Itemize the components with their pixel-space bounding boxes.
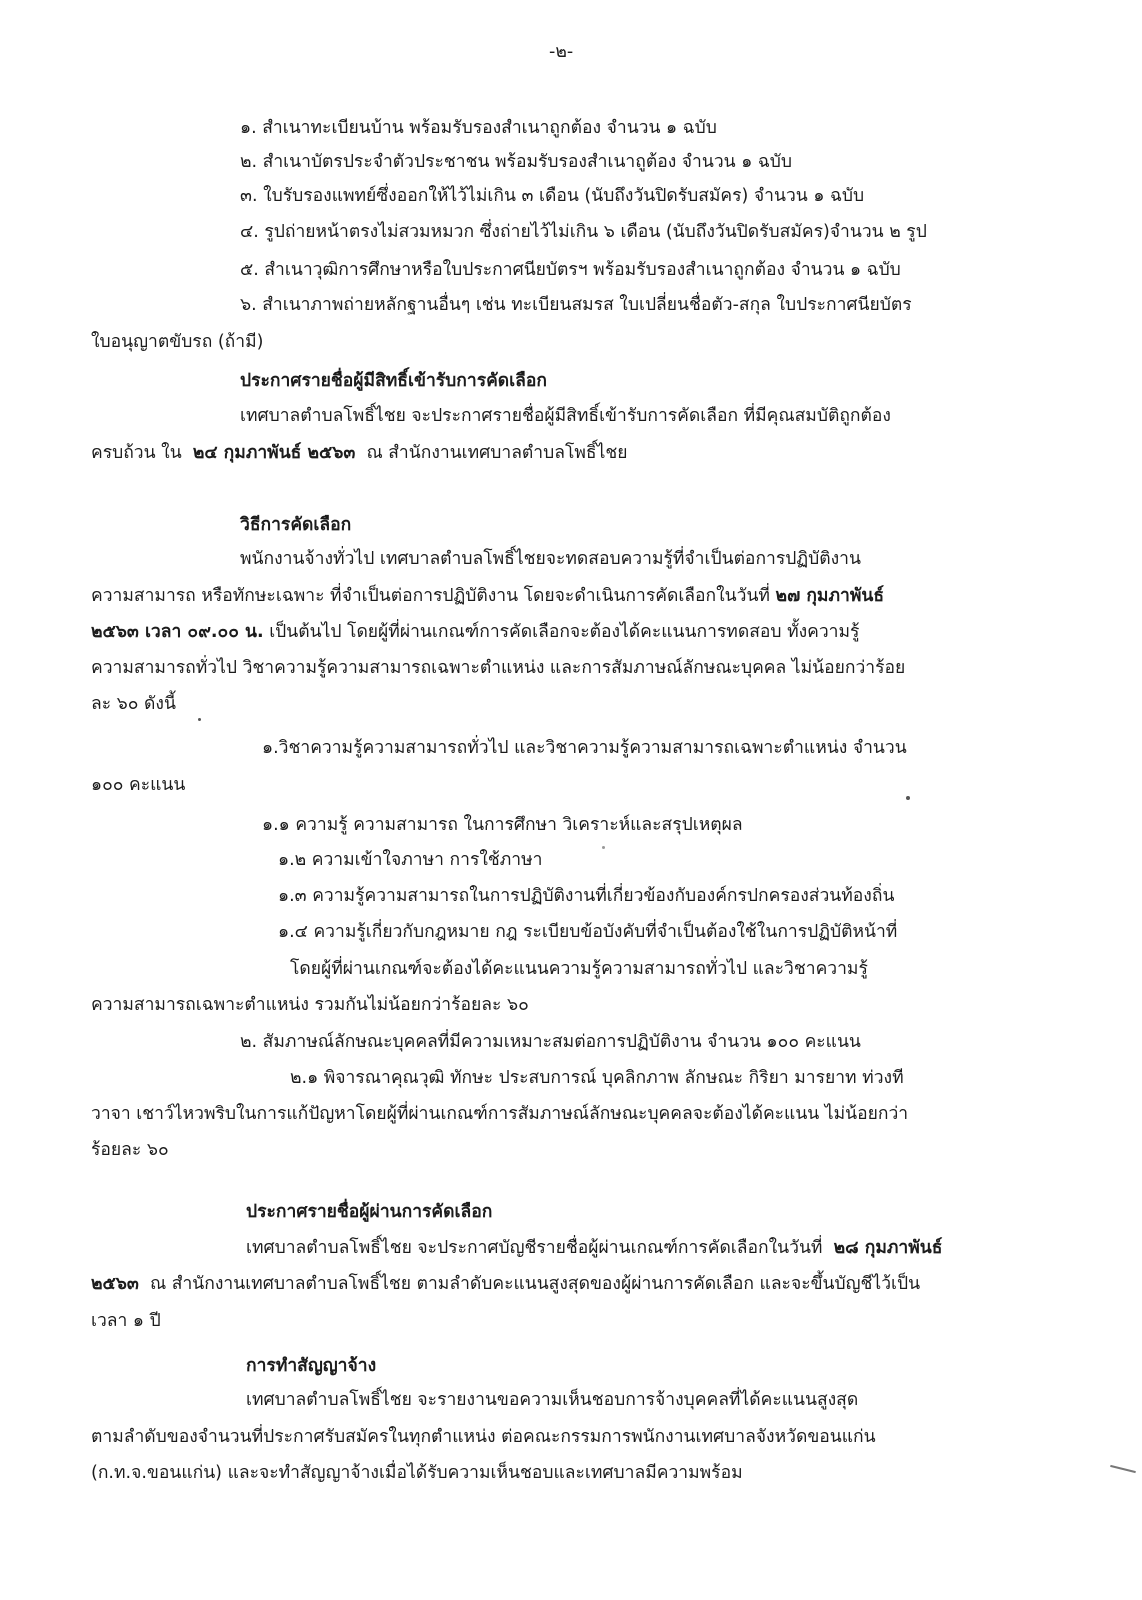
document-item-5: ๕. สำเนาวุฒิการศึกษาหรือใบประกาศนียบัตรฯ พร้อมรับรองสำเนาถูกต้อง จำนวน ๑ ฉบับ: [240, 260, 901, 280]
criteria-sub-1-2: ๑.๒ ความเข้าใจภาษา การใช้ภาษา: [278, 850, 543, 870]
eligible-line-2-place: ณ สำนักงานเทศบาลตำบลโพธิ์ไชย: [366, 443, 628, 463]
scan-speck: [602, 846, 605, 849]
passed-date: ๒๘ กุมภาพันธ์: [833, 1238, 943, 1258]
document-item-1: ๑. สำเนาทะเบียนบ้าน พร้อมรับรองสำเนาถูกต้อง จำนวน ๑ ฉบับ: [240, 118, 717, 138]
scan-edge-mark: [1110, 1465, 1136, 1473]
contract-heading: การทำสัญญาจ้าง: [246, 1356, 377, 1376]
page-number: -๒-: [549, 42, 574, 62]
criteria-sub-1-4: ๑.๔ ความรู้เกี่ยวกับกฎหมาย กฎ ระเบียบข้อบังคับที่จำเป็นต้องใช้ในการปฏิบัติหน้าที่: [278, 922, 898, 942]
exam-date: ๒๗ กุมภาพันธ์: [775, 586, 885, 606]
criteria-sub-2-1-line-2: วาจา เชาว์ไหวพริบในการแก้ปัญหาโดยผู้ที่ผ่านเกณฑ์การสัมภาษณ์ลักษณะบุคคลจะต้องได้คะแนน ไม่น้อยกว่า: [91, 1104, 909, 1124]
pass-criteria-line-2: ความสามารถเฉพาะตำแหน่ง รวมกันไม่น้อยกว่าร้อยละ ๖๐: [91, 995, 529, 1015]
exam-year-time: ๒๕๖๓ เวลา ๐๙.๐๐ น.: [91, 622, 264, 642]
eligible-heading: ประกาศรายชื่อผู้มีสิทธิ์เข้ารับการคัดเลือก: [240, 371, 547, 391]
passed-line-2: [91, 1274, 920, 1295]
criteria-item-2: ๒. สัมภาษณ์ลักษณะบุคคลที่มีความเหมาะสมต่อการปฏิบัติงาน จำนวน ๑๐๐ คะแนน: [240, 1032, 861, 1052]
method-para-line-2-text: ความสามารถ หรือทักษะเฉพาะ ที่จำเป็นต่อการปฏิบัติงาน โดยจะดำเนินการคัดเลือกในวันที่: [91, 586, 770, 606]
passed-year: ๒๕๖๓: [91, 1274, 139, 1294]
document-item-4: ๔. รูปถ่ายหน้าตรงไม่สวมหมวก ซึ่งถ่ายไว้ไม่เกิน ๖ เดือน (นับถึงวันปิดรับสมัคร)จำนวน ๒ รูป: [240, 222, 927, 242]
document-item-2: ๒. สำเนาบัตรประจำตัวประชาชน พร้อมรับรองสำเนาถูต้อง จำนวน ๑ ฉบับ: [240, 152, 793, 172]
criteria-sub-2-1: ๒.๑ พิจารณาคุณวุฒิ ทักษะ ประสบการณ์ บุคลิกภาพ ลักษณะ กิริยา มารยาท ท่วงที: [290, 1068, 904, 1088]
document-item-3: ๓. ใบรับรองแพทย์ซึ่งออกให้ไว้ไม่เกิน ๓ เดือน (นับถึงวันปิดรับสมัคร) จำนวน ๑ ฉบับ: [240, 186, 865, 206]
criteria-item-1: ๑.วิชาความรู้ความสามารถทั่วไป และวิชาความรู้ความสามารถเฉพาะตำแหน่ง จำนวน: [262, 738, 907, 758]
passed-heading: ประกาศรายชื่อผู้ผ่านการคัดเลือก: [246, 1202, 493, 1222]
criteria-sub-1-3: ๑.๓ ความรู้ความสามารถในการปฏิบัติงานที่เกี่ยวข้องกับองค์กรปกครองส่วนท้องถิ่น: [278, 886, 895, 906]
contract-line-3: (ก.ท.จ.ขอนแก่น) และจะทำสัญญาจ้างเมื่อได้รับความเห็นชอบและเทศบาลมีความพร้อม: [91, 1463, 743, 1483]
criteria-sub-2-1-line-3: ร้อยละ ๖๐: [91, 1140, 169, 1160]
passed-line-1-text: เทศบาลตำบลโพธิ์ไชย จะประกาศบัญชีรายชื่อผู้ผ่านเกณฑ์การคัดเลือกในวันที่: [246, 1238, 823, 1258]
eligible-line-2-lead: ครบถ้วน ใน: [91, 443, 182, 463]
scan-speck: [906, 796, 910, 800]
document-item-6: ๖. สำเนาภาพถ่ายหลักฐานอื่นๆ เช่น ทะเบียนสมรส ใบเปลี่ยนชื่อตัว-สกุล ใบประกาศนียบัตร: [240, 295, 912, 315]
contract-line-1: เทศบาลตำบลโพธิ์ไชย จะรายงานขอความเห็นชอบการจ้างบุคคลที่ได้คะแนนสูงสุด: [246, 1390, 859, 1410]
passed-line-2-text: ณ สำนักงานเทศบาลตำบลโพธิ์ไชย ตามลำดับคะแนนสูงสุดของผู้ผ่านการคัดเลือก และจะขึ้นบัญชีไว้เป็น: [150, 1274, 921, 1294]
method-para-line-5: ละ ๖๐ ดังนี้: [91, 694, 176, 714]
method-para-line-3: [91, 622, 859, 643]
passed-line-3: เวลา ๑ ปี: [91, 1311, 161, 1331]
method-para-line-4: ความสามารถทั่วไป วิชาความรู้ความสามารถเฉพาะตำแหน่ง และการสัมภาษณ์ลักษณะบุคคล ไม่น้อยกว่าร้อย: [91, 658, 906, 678]
contract-line-2: ตามลำดับของจำนวนที่ประกาศรับสมัครในทุกตำแหน่ง ต่อคณะกรรมการพนักงานเทศบาลจังหวัดขอนแก่น: [91, 1427, 876, 1447]
criteria-sub-1-1: ๑.๑ ความรู้ ความสามารถ ในการศึกษา วิเคราะห์และสรุปเหตุผล: [262, 815, 743, 835]
method-para-line-1: พนักงานจ้างทั่วไป เทศบาลตำบลโพธิ์ไชยจะทดสอบความรู้ที่จำเป็นต่อการปฏิบัติงาน: [240, 549, 861, 569]
method-para-line-3-text: เป็นต้นไป โดยผู้ที่ผ่านเกณฑ์การคัดเลือกจะต้องได้คะแนนการทดสอบ ทั้งความรู้: [269, 622, 860, 642]
scan-speck: [198, 718, 201, 721]
passed-line-1: [246, 1238, 942, 1259]
pass-criteria-line-1: โดยผู้ที่ผ่านเกณฑ์จะต้องได้คะแนนความรู้ความสามารถทั่วไป และวิชาความรู้: [290, 959, 868, 979]
document-item-6-continued: ใบอนุญาตขับรถ (ถ้ามี): [91, 332, 264, 352]
method-heading: วิธีการคัดเลือก: [240, 515, 352, 535]
eligible-line-2: [91, 443, 628, 464]
method-para-line-2: [91, 586, 884, 607]
eligible-date: ๒๔ กุมภาพันธ์ ๒๕๖๓: [192, 443, 356, 463]
criteria-item-1-continued: ๑๐๐ คะแนน: [91, 775, 186, 795]
eligible-line-1: เทศบาลตำบลโพธิ์ไชย จะประกาศรายชื่อผู้มีสิทธิ์เข้ารับการคัดเลือก ที่มีคุณสมบัติถูกต้อง: [240, 406, 891, 426]
